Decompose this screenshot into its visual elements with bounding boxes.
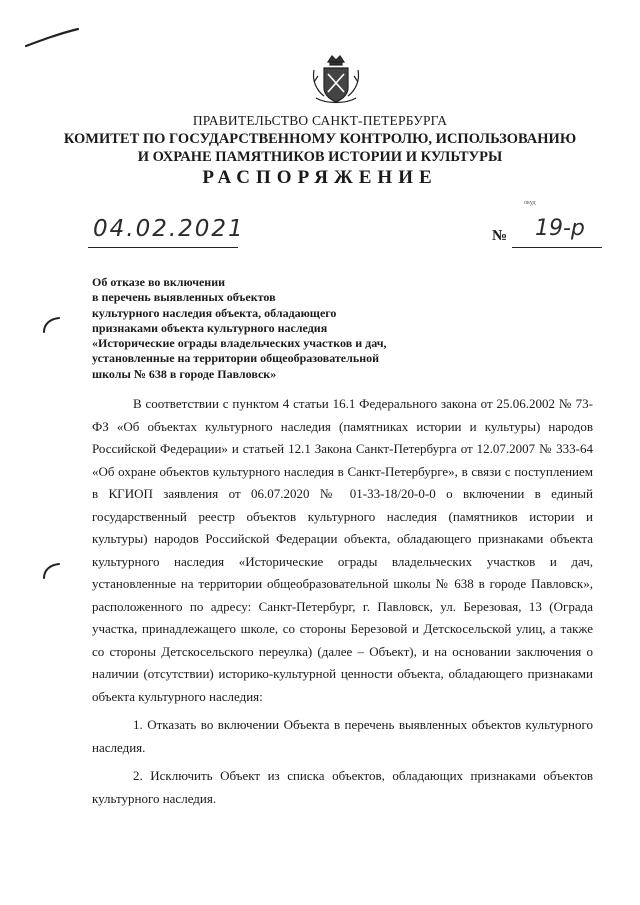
date-underline xyxy=(88,247,238,248)
subject-line: культурного наследия объекта, обладающего xyxy=(92,305,337,320)
subject-line: установленные на территории общеобразовательной xyxy=(92,351,380,366)
document-body xyxy=(92,393,593,810)
subject-line: Об отказе во включении xyxy=(92,275,226,289)
government-title: ПРАВИТЕЛЬСТВО САНКТ-ПЕТЕРБУРГА xyxy=(192,113,448,128)
subject-line: в перечень выявленных объектов xyxy=(92,290,276,305)
committee-title-line-1: КОМИТЕТ ПО ГОСУДАРСТВЕННОМУ КОНТРОЛЮ, ИСПОЛЬЗОВАНИЮ xyxy=(63,131,577,147)
okud-code-label: окуд xyxy=(524,200,536,206)
handwritten-document-number: 19-р xyxy=(535,216,585,241)
document-subject xyxy=(92,275,512,382)
subject-line: школы № 638 в городе Павловск» xyxy=(92,366,277,381)
margin-mark-1 xyxy=(40,316,62,334)
committee-title-line-2: И ОХРАНЕ ПАМЯТНИКОВ ИСТОРИИ И КУЛЬТУРЫ xyxy=(137,149,503,165)
number-underline xyxy=(512,247,602,248)
coat-of-arms-emblem xyxy=(310,52,362,110)
order-item-1: 1. Отказать во включении Объекта в перечень выявленных объектов культурного наследия. xyxy=(92,717,593,755)
margin-mark-2 xyxy=(40,562,62,580)
subject-line: признаками объекта культурного наследия xyxy=(92,320,328,335)
document-type-title: РАСПОРЯЖЕНИЕ xyxy=(202,167,438,188)
number-label: № xyxy=(492,228,508,244)
preamble-paragraph: В соответствии с пунктом 4 статьи 16.1 Федерального закона от 25.06.2002 № 73-ФЗ «Об объектах культурного наследия (памятниках истории и культуры) народов Российской Федерации» и статьей 12.1 Закона Санкт-Петербурга от 12.07.2007 № 333-64 «Об охране объектов культурного наследия в Санкт-Петербурге», в связи с поступлением в КГИОП заявления от 06.07.2020 № 01-33-18/20-0-0 о включении в единый государственный реестр объектов культурного наследия (памятников истории и культуры) народов Российской Федерации объекта, обладающего признаками объекта культурного наследия «Исторические ограды владельческих участков и дач, установленные на территории общеобразовательной школы № 638 в городе Павловск», расположенного по адресу: Санкт-Петербург, г. Павловск, ул. Березовая, 13 (Ограда участка, принадлежащего школе, со стороны Березовой и Детскосельской улиц, а также со стороны Детскосельского переулка) (далее – Объект), и на основании заключения о наличии (отсутствии) историко-культурной ценности объекта, обладающего признаками объекта культурного наследия: xyxy=(92,396,593,704)
corner-pen-mark xyxy=(24,26,80,50)
subject-line: «Исторические ограды владельческих участков и дач, xyxy=(92,336,387,351)
order-item-2: 2. Исключить Объект из списка объектов, обладающих признаками объектов культурного наследия. xyxy=(92,768,593,806)
handwritten-date: 04.02.2021 xyxy=(93,216,245,242)
